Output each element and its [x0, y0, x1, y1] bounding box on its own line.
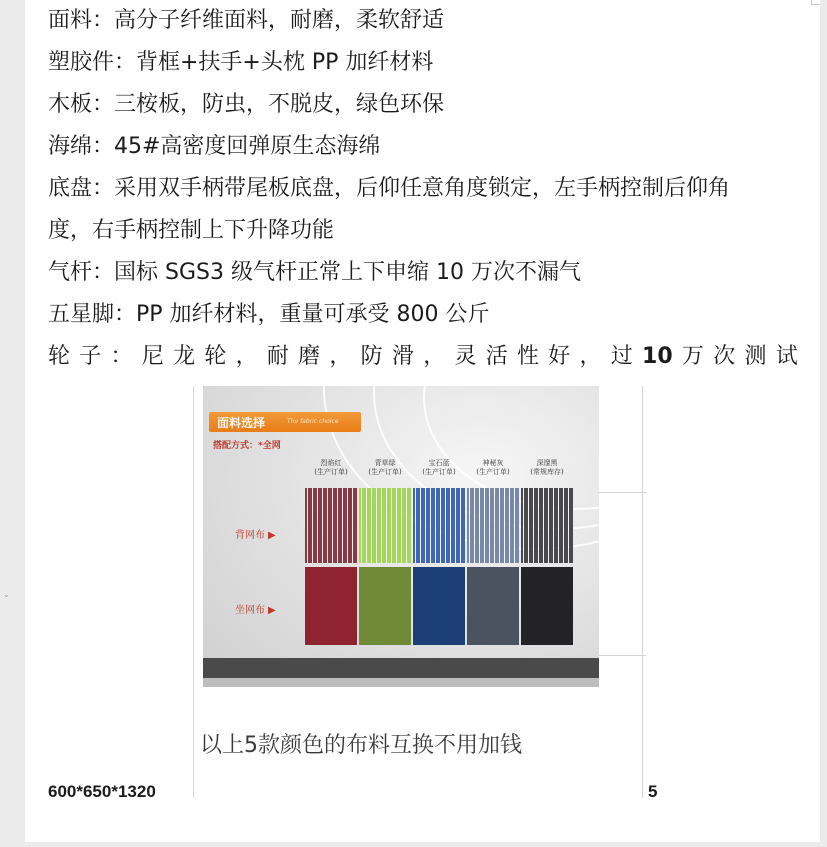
seat-mesh-swatch: [413, 567, 465, 645]
swatch-stock-note: (生产订单): [368, 468, 402, 476]
wheels-char: ，: [579, 344, 602, 369]
image-bottom-bar: [203, 658, 599, 678]
fabric-choice-image: [203, 386, 599, 687]
spec-sponge: 海绵：45#高密度回弹原生态海绵: [48, 134, 381, 159]
spec-gas-lift: 气杆：国标 SGS3 级气杆正常上下申缩 10 万次不漏气: [48, 260, 581, 285]
fabric-choice-header: [209, 412, 361, 432]
wheels-char: 过: [610, 344, 633, 369]
table-border-bottom-right: [599, 655, 646, 656]
fabric-choice-subtitle: The fabric choice: [287, 418, 339, 425]
spec-wood-board: 木板：三桉板，防虫，不脱皮，绿色环保: [48, 92, 445, 117]
wheels-char: 测: [744, 344, 767, 369]
back-mesh-swatch: [521, 488, 573, 563]
fabric-caption: 以上5款颜色的布料互换不用加钱: [200, 733, 522, 758]
swatch-label: [413, 459, 465, 477]
spec-chassis: 底盘：采用双手柄带尾板底盘，后仰任意角度锁定，左手柄控制后仰角: [48, 176, 731, 201]
wheels-char: 滑: [391, 344, 414, 369]
swatch-color-name: 神秘灰: [482, 459, 504, 467]
image-bottom-strip: [203, 678, 599, 687]
wheels-char: 耐: [266, 344, 289, 369]
swatch-stock-note: (生产订单): [476, 468, 510, 476]
wheels-char: 万: [681, 344, 704, 369]
back-mesh-swatch: [467, 488, 519, 563]
wheels-char: 尼: [141, 344, 164, 369]
spec-plastic-parts: 塑胶件：背框+扶手+头枕 PP 加纤材料: [48, 50, 434, 75]
swatch-stock-note: (常规库存): [530, 468, 564, 476]
wheels-char: 轮: [48, 344, 71, 369]
wheels-char: 灵: [454, 344, 477, 369]
swatch-color-name: 烈焰红: [320, 459, 342, 467]
wheels-char: 试: [775, 344, 798, 369]
wheels-char: 防: [360, 344, 383, 369]
table-border-top-right: [599, 492, 646, 493]
swatch-color-name: 宝石蓝: [428, 459, 450, 467]
seat-mesh-swatch: [467, 567, 519, 645]
wheels-char: 子: [79, 344, 102, 369]
swatch-stock-note: (生产订单): [422, 468, 456, 476]
table-border-left: [193, 386, 194, 798]
back-mesh-label: 背网布 ▶: [235, 530, 276, 541]
wheels-char: 磨: [298, 344, 321, 369]
swatch-color-name: 深邃黑: [536, 459, 558, 467]
wheels-char: 次: [713, 344, 736, 369]
swatch-label: [467, 459, 519, 477]
page-corner-mark: [811, 0, 820, 5]
seat-mesh-swatch: [521, 567, 573, 645]
swatch-label: [521, 459, 573, 477]
seat-mesh-swatch: [359, 567, 411, 645]
back-mesh-swatch: [305, 488, 357, 563]
wheels-char: 性: [516, 344, 539, 369]
wheels-char: 10: [642, 344, 673, 369]
back-mesh-swatch: [413, 488, 465, 563]
wheels-char: ，: [235, 344, 258, 369]
spec-wheels: [48, 346, 798, 368]
seat-mesh-swatch: [305, 567, 357, 645]
wheels-char: ，: [329, 344, 352, 369]
spec-chassis-cont: 度，右手柄控制上下升降功能: [48, 218, 335, 243]
fabric-choice-title: 面料选择: [217, 416, 266, 430]
swatch-stock-note: (生产订单): [314, 468, 348, 476]
wheels-char: 活: [485, 344, 508, 369]
product-quantity: 5: [648, 782, 658, 801]
product-dimensions: 600*650*1320: [48, 782, 156, 801]
margin-marker-icon: ⌄: [3, 590, 10, 599]
back-mesh-swatch: [359, 488, 411, 563]
swatch-label: [359, 459, 411, 477]
match-method: 搭配方式：*全网: [213, 441, 281, 451]
spec-fabric: 面料：高分子纤维面料，耐磨，柔软舒适: [48, 8, 445, 33]
spec-five-star-base: 五星脚：PP 加纤材料，重量可承受 800 公斤: [48, 302, 490, 327]
seat-mesh-label: 坐网布 ▶: [235, 605, 276, 616]
wheels-char: ，: [423, 344, 446, 369]
table-border-right: [642, 386, 643, 798]
swatch-label: [305, 459, 357, 477]
wheels-char: 轮: [204, 344, 227, 369]
wheels-char: 龙: [173, 344, 196, 369]
swatch-color-name: 青草绿: [374, 459, 396, 467]
wheels-char: 好: [548, 344, 571, 369]
wheels-char: ：: [110, 344, 133, 369]
